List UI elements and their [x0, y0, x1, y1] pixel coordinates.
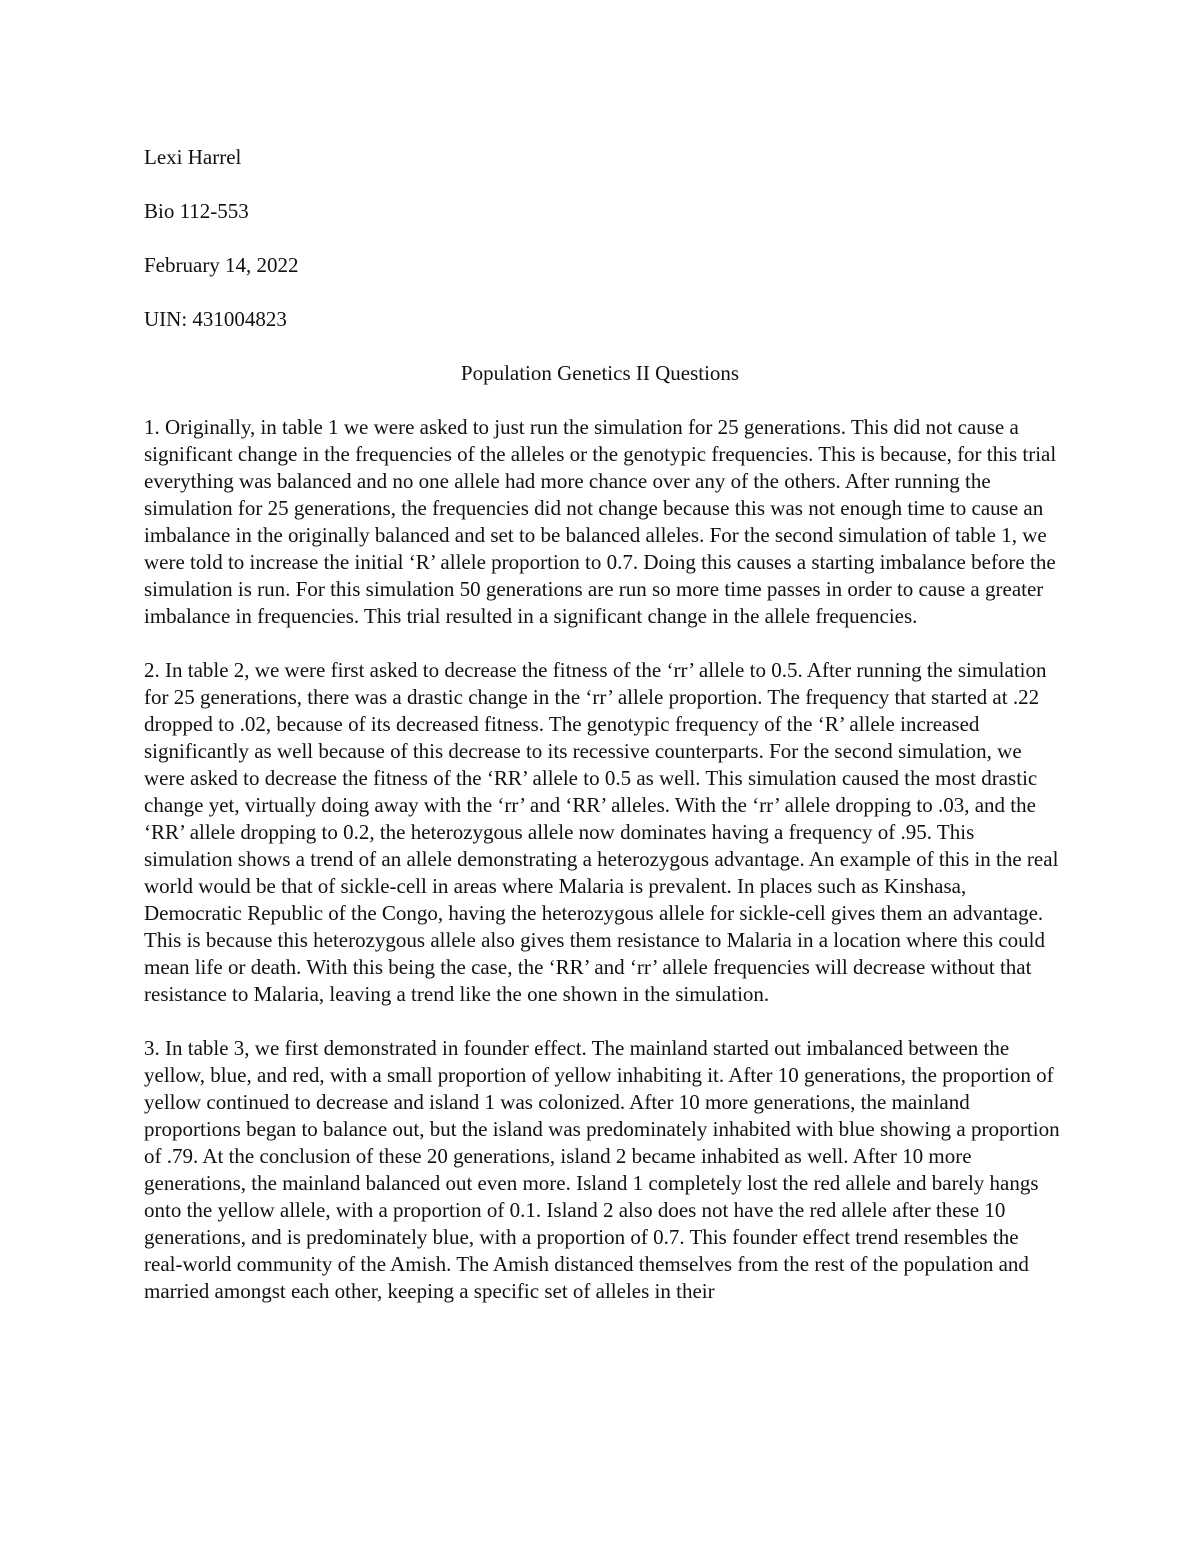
course-number: Bio 112-553	[144, 199, 249, 223]
answer-1: 1. Originally, in table 1 we were asked to just run the simulation for 25 generations. This did not cause a significant change in the frequencies of the alleles or the genotypic frequencies. This is because, for this trial everything was balanced and no one allele had more chance over any of the others. After running the simulation for 25 generations, the frequencies did not change because this was not enough time to cause an imbalance in the originally balanced and set to be balanced alleles. For the second simulation of table 1, we were told to increase the initial ‘R’ allele proportion to 0.7. Doing this causes a starting imbalance before the simulation is run. For this simulation 50 generations are run so more time passes in order to cause a greater imbalance in frequencies. This trial resulted in a significant change in the allele frequencies.	[144, 415, 1057, 628]
document-title: Population Genetics II Questions	[460, 361, 740, 385]
author-name: Lexi Harrel	[144, 145, 242, 169]
answer-2: 2. In table 2, we were first asked to decrease the fitness of the ‘rr’ allele to 0.5. After running the simulation for 25 generations, there was a drastic change in the ‘rr’ allele proportion. The frequency that started at .22 dropped to .02, because of its decreased fitness. The genotypic frequency of the ‘R’ allele increased significantly as well because of this decrease to its recessive counterparts. For the second simulation, we were asked to decrease the fitness of the ‘RR’ allele to 0.5 as well. This simulation caused the most drastic change yet, virtually doing away with the ‘rr’ and ‘RR’ alleles. With the ‘rr’ allele dropping to .03, and the ‘RR’ allele dropping to 0.2, the heterozygous allele now dominates having a frequency of .95. This simulation shows a trend of an allele demonstrating a heterozygous advantage. An example of this in the real world would be that of sickle-cell in areas where Malaria is prevalent. In places such as Kinshasa, Democratic Republic of the Congo, having the heterozygous allele for sickle-cell gives them an advantage. This is because this heterozygous allele also gives them resistance to Malaria in a location where this could mean life or death. With this being the case, the ‘RR’ and ‘rr’ allele frequencies will decrease without that resistance to Malaria, leaving a trend like the one shown in the simulation.	[144, 658, 1059, 1006]
document-date: February 14, 2022	[144, 253, 299, 277]
answer-3: 3. In table 3, we first demonstrated in founder effect. The mainland started out imbalanced between the yellow, blue, and red, with a small proportion of yellow inhabiting it. After 10 generations, the proportion of yellow continued to decrease and island 1 was colonized. After 10 more generations, the mainland proportions began to balance out, but the island was predominately inhabited with blue showing a proportion of .79. At the conclusion of these 20 generations, island 2 became inhabited as well. After 10 more generations, the mainland balanced out even more. Island 1 completely lost the red allele and barely hangs onto the yellow allele, with a proportion of 0.1. Island 2 also does not have the red allele after these 10 generations, and is predominately blue, with a proportion of 0.7. This founder effect trend resembles the real-world community of the Amish. The Amish distanced themselves from the rest of the population and married amongst each other, keeping a specific set of alleles in their	[144, 1036, 1060, 1303]
student-uin: UIN: 431004823	[144, 307, 287, 331]
answers-section	[144, 414, 1062, 1332]
